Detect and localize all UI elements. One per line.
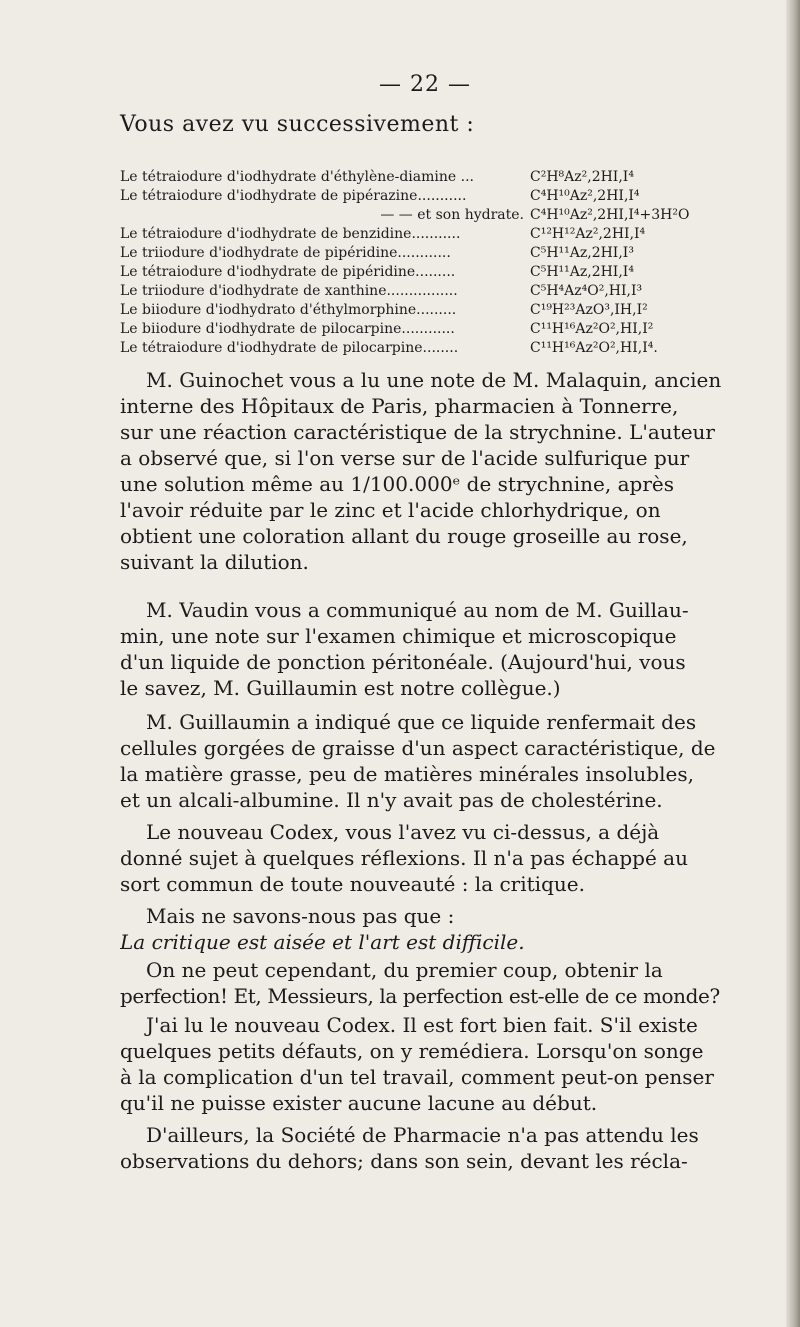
text-line: sort commun de toute nouveauté : la critique. bbox=[120, 872, 585, 896]
compound-formula: C⁵H¹¹Az,2HI,I⁴ bbox=[530, 264, 634, 280]
text-line: cellules gorgées de graisse d'un aspect caractéristique, de bbox=[120, 736, 716, 760]
text-line: a observé que, si l'on verse sur de l'acide sulfurique pur bbox=[120, 446, 690, 470]
text-line: M. Guinochet vous a lu une note de M. Malaquin, ancien bbox=[146, 368, 722, 392]
text-line: à la complication d'un tel travail, comment peut-on penser bbox=[120, 1065, 714, 1089]
text-line: une solution même au 1/100.000ᵉ de strychnine, après bbox=[120, 472, 674, 496]
text-line: quelques petits défauts, on y remédiera. Lorsqu'on songe bbox=[120, 1039, 704, 1063]
compound-label: Le tétraiodure d'iodhydrate de pilocarpine........ bbox=[120, 340, 459, 356]
compound-formula: C⁵H⁴Az⁴O²,HI,I³ bbox=[530, 283, 643, 299]
compound-label: — — et son hydrate. bbox=[380, 207, 524, 223]
text-line: M. Guillaumin a indiqué que ce liquide renfermait des bbox=[146, 710, 697, 734]
text-line: la matière grasse, peu de matières minérales insolubles, bbox=[120, 762, 694, 786]
compound-label: Le biiodure d'iodhydrate de pilocarpine............ bbox=[120, 321, 455, 337]
text-line: qu'il ne puisse exister aucune lacune au début. bbox=[120, 1091, 598, 1115]
text-line: Le nouveau Codex, vous l'avez vu ci-dessus, a déjà bbox=[146, 820, 660, 844]
compound-row bbox=[120, 168, 800, 187]
paragraph-guillaumin bbox=[120, 709, 765, 813]
compound-row bbox=[120, 225, 800, 244]
text-line: min, une note sur l'examen chimique et microscopique bbox=[120, 624, 677, 648]
paragraph-quote bbox=[120, 903, 765, 955]
text-line: perfection! Et, Messieurs, la perfection est-elle de ce monde? bbox=[120, 984, 720, 1008]
compound-row bbox=[120, 263, 800, 282]
compound-row bbox=[120, 206, 800, 225]
text-line: donné sujet à quelques réflexions. Il n'a pas échappé au bbox=[120, 846, 688, 870]
compound-list bbox=[120, 168, 800, 358]
compound-formula: C¹²H¹²Az²,2HI,I⁴ bbox=[530, 226, 646, 242]
compound-label: Le tétraiodure d'iodhydrate de pipéridine......... bbox=[120, 264, 456, 280]
text-line: Mais ne savons-nous pas que : bbox=[146, 904, 455, 928]
compound-label: Le biiodure d'iodhydrato d'éthylmorphine......... bbox=[120, 302, 457, 318]
compound-label: Le triiodure d'iodhydrate de xanthine................ bbox=[120, 283, 458, 299]
text-line: suivant la dilution. bbox=[120, 550, 309, 574]
page-number: — 22 — bbox=[379, 72, 471, 97]
text-line: obtient une coloration allant du rouge groseille au rose, bbox=[120, 524, 688, 548]
compound-label: Le triiodure d'iodhydrate de pipéridine............ bbox=[120, 245, 451, 261]
compound-formula: C¹¹H¹⁶Az²O²,HI,I² bbox=[530, 321, 654, 337]
text-line: J'ai lu le nouveau Codex. Il est fort bien fait. S'il existe bbox=[146, 1013, 698, 1037]
compound-row bbox=[120, 301, 800, 320]
compound-formula: C⁴H¹⁰Az²,2HI,I⁴+3H²O bbox=[530, 207, 690, 223]
compound-formula: C⁵H¹¹Az,2HI,I³ bbox=[530, 245, 634, 261]
compound-label: Le tétraiodure d'iodhydrate d'éthylène-diamine ... bbox=[120, 169, 474, 185]
text-line: observations du dehors; dans son sein, devant les récla- bbox=[120, 1149, 688, 1173]
quote-line: La critique est aisée et l'art est difficile. bbox=[120, 930, 525, 954]
compound-row bbox=[120, 187, 800, 206]
compound-formula: C¹⁹H²³AzO³,IH,I² bbox=[530, 302, 648, 318]
compound-formula: C²H⁸Az²,2HI,I⁴ bbox=[530, 169, 634, 185]
text-line: d'un liquide de ponction péritonéale. (Aujourd'hui, vous bbox=[120, 650, 686, 674]
text-line: le savez, M. Guillaumin est notre collègue.) bbox=[120, 676, 561, 700]
paragraph-vaudin bbox=[120, 597, 765, 701]
paragraph-codex bbox=[120, 819, 765, 897]
text-line: sur une réaction caractéristique de la strychnine. L'auteur bbox=[120, 420, 715, 444]
compound-row bbox=[120, 339, 800, 358]
text-line: M. Vaudin vous a communiqué au nom de M. Guillau- bbox=[146, 598, 689, 622]
paragraph-perfection bbox=[120, 957, 765, 1009]
compound-label: Le tétraiodure d'iodhydrate de benzidine........... bbox=[120, 226, 461, 242]
compound-formula: C¹¹H¹⁶Az²O²,HI,I⁴. bbox=[530, 340, 658, 356]
section-heading: Vous avez vu successivement : bbox=[120, 112, 475, 137]
paragraph-lacune bbox=[120, 1012, 765, 1116]
compound-row bbox=[120, 244, 800, 263]
text-line: l'avoir réduite par le zinc et l'acide chlorhydrique, on bbox=[120, 498, 661, 522]
text-line: D'ailleurs, la Société de Pharmacie n'a pas attendu les bbox=[146, 1123, 699, 1147]
compound-label: Le tétraiodure d'iodhydrate de pipérazine........... bbox=[120, 188, 467, 204]
text-line: interne des Hôpitaux de Paris, pharmacien à Tonnerre, bbox=[120, 394, 679, 418]
paragraph-societe bbox=[120, 1122, 765, 1174]
text-line: et un alcali-albumine. Il n'y avait pas de cholestérine. bbox=[120, 788, 663, 812]
compound-formula: C⁴H¹⁰Az²,2HI,I⁴ bbox=[530, 188, 640, 204]
paragraph-strychnine bbox=[120, 367, 765, 575]
compound-row bbox=[120, 282, 800, 301]
text-line: On ne peut cependant, du premier coup, obtenir la bbox=[146, 958, 663, 982]
compound-row bbox=[120, 320, 800, 339]
